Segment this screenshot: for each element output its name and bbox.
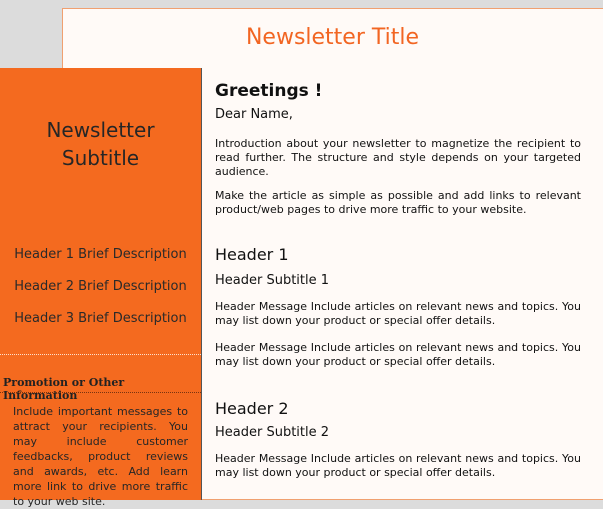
- subtitle-line-2: Subtitle: [61, 146, 140, 170]
- section-header-1: Header 1: [215, 245, 289, 264]
- section-subtitle-1: Header Subtitle 1: [215, 273, 330, 288]
- section-2-message-1: Header Message Include articles on relevant news and topics. You may list down your product or special offer details.: [215, 452, 581, 479]
- divider: [0, 392, 201, 393]
- newsletter-title: Newsletter Title: [245, 25, 420, 50]
- divider: [0, 354, 201, 355]
- section-header-2: Header 2: [215, 399, 289, 418]
- section-1-message-1: Header Message Include articles on relevant news and topics. You may list down your product or special offer details.: [215, 300, 581, 327]
- newsletter-subtitle: [0, 116, 201, 172]
- sidebar-link-header-2[interactable]: Header 2 Brief Description: [14, 279, 187, 294]
- sidebar-link-header-3[interactable]: Header 3 Brief Description: [14, 311, 187, 326]
- main-content: [215, 81, 581, 480]
- salutation: Dear Name,: [215, 107, 293, 122]
- greeting-heading: Greetings !: [215, 81, 323, 101]
- section-subtitle-2: Header Subtitle 2: [215, 425, 330, 440]
- subtitle-line-1: Newsletter: [46, 118, 155, 142]
- sidebar: [0, 68, 202, 508]
- intro-paragraph-2: Make the article as simple as possible and add links to relevant product/web pages to drive more traffic to your website.: [215, 189, 581, 216]
- sidebar-link-header-1[interactable]: Header 1 Brief Description: [14, 247, 187, 262]
- promo-title: Promotion or Other Information: [3, 376, 125, 402]
- intro-paragraph-1: Introduction about your newsletter to magnetize the recipient to read further. The structure and style depends on your targeted audience.: [215, 137, 581, 178]
- promo-text: Include important messages to attract your recipients. You may include customer feedbacks, product reviews and awards, etc. Add learn more link to drive more traffic to your web site.: [13, 405, 188, 508]
- section-1-message-2: Header Message Include articles on relevant news and topics. You may list down your product or special offer details.: [215, 341, 581, 368]
